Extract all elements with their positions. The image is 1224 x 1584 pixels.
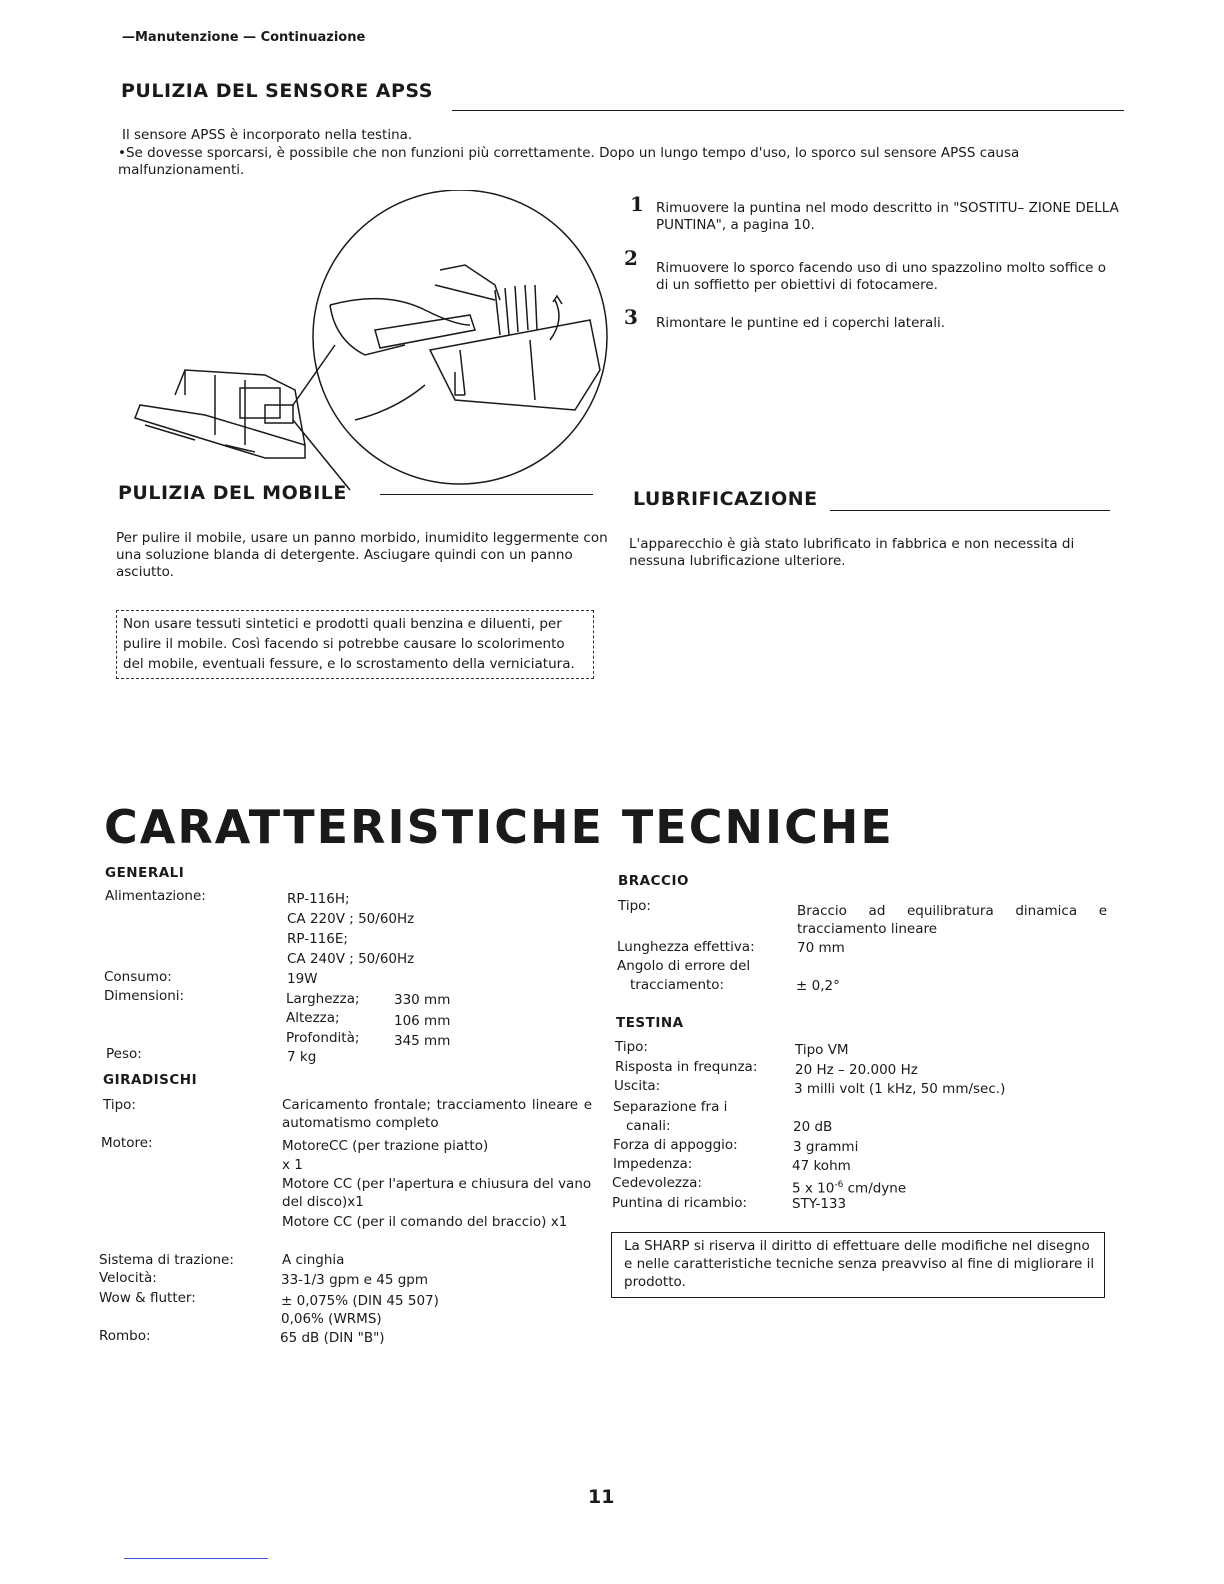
peso-label: Peso: (106, 1046, 142, 1062)
cartridge-cleaning-illustration-icon (125, 190, 610, 500)
title-rule (830, 510, 1110, 511)
angolo-value: ± 0,2° (796, 978, 840, 994)
rombo-value: 65 dB (DIN "B") (280, 1330, 385, 1346)
testina-key: Impedenza: (613, 1156, 693, 1172)
alimentazione-line: RP-116E; (287, 931, 348, 947)
motore-line: Motore CC (per il comando del braccio) x1 (282, 1214, 568, 1230)
step-text-1: Rimuovere la puntina nel modo descritto in "SOSTITU– ZIONE DELLA PUNTINA", a pagina 10. (656, 200, 1119, 233)
dimensione-key: Profondità; (286, 1030, 360, 1046)
angolo-label: Angolo di errore del (617, 958, 751, 974)
peso-value: 7 kg (287, 1049, 317, 1065)
running-header: —Manutenzione — Continuazione (122, 30, 366, 45)
lunghezza-label: Lunghezza effettiva: (617, 939, 755, 955)
dimensione-key: Larghezza; (286, 991, 360, 1007)
page-title: CARATTERISTICHE TECNICHE (104, 800, 894, 854)
testina-value: Tipo VM (795, 1042, 849, 1058)
motore-line: MotoreCC (per trazione piatto) (282, 1138, 489, 1154)
step-text-3: Rimontare le puntine ed i coperchi laterali. (656, 315, 946, 331)
giradischi-tipo-value: Caricamento frontale; tracciamento lineare e automatismo completo (282, 1097, 592, 1131)
dimensioni-label: Dimensioni: (104, 988, 185, 1004)
wow-line: 0,06% (WRMS) (281, 1311, 382, 1327)
separazione-label: Separazione fra i (613, 1099, 728, 1115)
mobile-text: Per pulire il mobile, usare un panno morbido, inumidito leggermente con una soluzione blanda di detergente. Asciugare quindi con un panno asciutto. (116, 530, 608, 580)
title-rule (452, 110, 1124, 111)
generali-heading: GENERALI (105, 865, 185, 881)
footer-rule (124, 1558, 268, 1559)
trazione-label: Sistema di trazione: (99, 1252, 234, 1268)
dimensione-value: 106 mm (394, 1013, 451, 1029)
consumo-label: Consumo: (104, 969, 172, 985)
page-number: 11 (588, 1486, 615, 1508)
alimentazione-label: Alimentazione: (105, 888, 206, 904)
velocita-value: 33-1/3 gpm e 45 gpm (281, 1272, 429, 1288)
alimentazione-line: CA 240V ; 50/60Hz (287, 951, 415, 967)
section-title-mobile: PULIZIA DEL MOBILE (118, 482, 347, 504)
dimensione-key: Altezza; (286, 1010, 340, 1026)
dimensione-value: 330 mm (394, 992, 451, 1008)
testina-value: 3 grammi (793, 1139, 859, 1155)
velocita-label: Velocità: (99, 1270, 157, 1286)
section-title-lubrificazione: LUBRIFICAZIONE (633, 488, 818, 510)
step-text-2: Rimuovere lo sporco facendo uso di uno spazzolino molto soffice o di un soffietto per obiettivi di fotocamere. (656, 260, 1107, 293)
testina-key: Tipo: (615, 1039, 648, 1055)
section-title-apss: PULIZIA DEL SENSORE APSS (121, 80, 433, 102)
apss-bullet: •Se dovesse sporcarsi, è possibile che non funzioni più correttamente. Dopo un lungo tempo d'uso, lo sporco sul sensore APSS causa malfunzionamenti. (118, 145, 1020, 178)
step-number-1: 1 (630, 192, 644, 216)
giradischi-tipo-label: Tipo: (103, 1097, 136, 1113)
rombo-label: Rombo: (99, 1328, 151, 1344)
wow-label: Wow & flutter: (99, 1290, 196, 1306)
title-rule (380, 494, 593, 495)
testina-heading: TESTINA (616, 1015, 684, 1031)
braccio-heading: BRACCIO (618, 873, 689, 889)
step-number-2: 2 (624, 246, 638, 270)
braccio-tipo-value: Braccio ad equilibratura dinamica e tracciamento lineare (797, 903, 1107, 937)
braccio-tipo-label: Tipo: (618, 898, 651, 914)
separazione-value: 20 dB (793, 1119, 833, 1135)
consumo-value: 19W (287, 971, 318, 987)
disclaimer-box: La SHARP si riserva il diritto di effettuare delle modifiche nel disegno e nelle caratteristiche tecniche senza preavviso al fine di migliorare il prodotto. (611, 1232, 1105, 1298)
cedevolezza-exponent: -6 (834, 1180, 844, 1190)
lubrificazione-text: L'apparecchio è già stato lubrificato in fabbrica e non necessita di nessuna lubrificazione ulteriore. (629, 536, 1075, 569)
separazione-label-cont: canali: (626, 1118, 671, 1134)
giradischi-heading: GIRADISCHI (103, 1072, 198, 1088)
motore-line: x 1 (282, 1157, 303, 1173)
alimentazione-line: RP-116H; (287, 891, 350, 907)
angolo-label-cont: tracciamento: (630, 977, 725, 993)
cedevolezza-label: Cedevolezza: (612, 1175, 702, 1191)
testina-key: Uscita: (614, 1078, 661, 1094)
cedevolezza-base: 5 x 10 (792, 1180, 835, 1197)
dimensione-value: 345 mm (394, 1033, 451, 1049)
cedevolezza-unit: cm/dyne (843, 1180, 907, 1197)
lunghezza-value: 70 mm (797, 940, 845, 956)
motore-line: Motore CC (per l'apertura e chiusura del vano del disco)x1 (282, 1176, 592, 1210)
testina-key: Forza di appoggio: (613, 1137, 738, 1153)
step-number-3: 3 (624, 305, 638, 329)
wow-line: ± 0,075% (DIN 45 507) (281, 1293, 439, 1309)
trazione-value: A cinghia (282, 1252, 345, 1268)
testina-value: 3 milli volt (1 kHz, 50 mm/sec.) (794, 1081, 1006, 1097)
testina-value: 20 Hz – 20.000 Hz (795, 1062, 918, 1078)
alimentazione-line: CA 220V ; 50/60Hz (287, 911, 415, 927)
puntina-label: Puntina di ricambio: (612, 1195, 748, 1211)
motore-label: Motore: (101, 1135, 153, 1151)
testina-value: 47 kohm (792, 1158, 851, 1174)
warning-box: Non usare tessuti sintetici e prodotti quali benzina e diluenti, per pulire il mobile. Così facendo si potrebbe causare lo scolorimento del mobile, eventuali fessure, e lo scrostamento della verniciatura. (116, 610, 594, 679)
apss-intro: Il sensore APSS è incorporato nella testina. (122, 127, 413, 143)
testina-key: Risposta in frequnza: (615, 1059, 758, 1075)
puntina-value: STY-133 (792, 1196, 847, 1212)
